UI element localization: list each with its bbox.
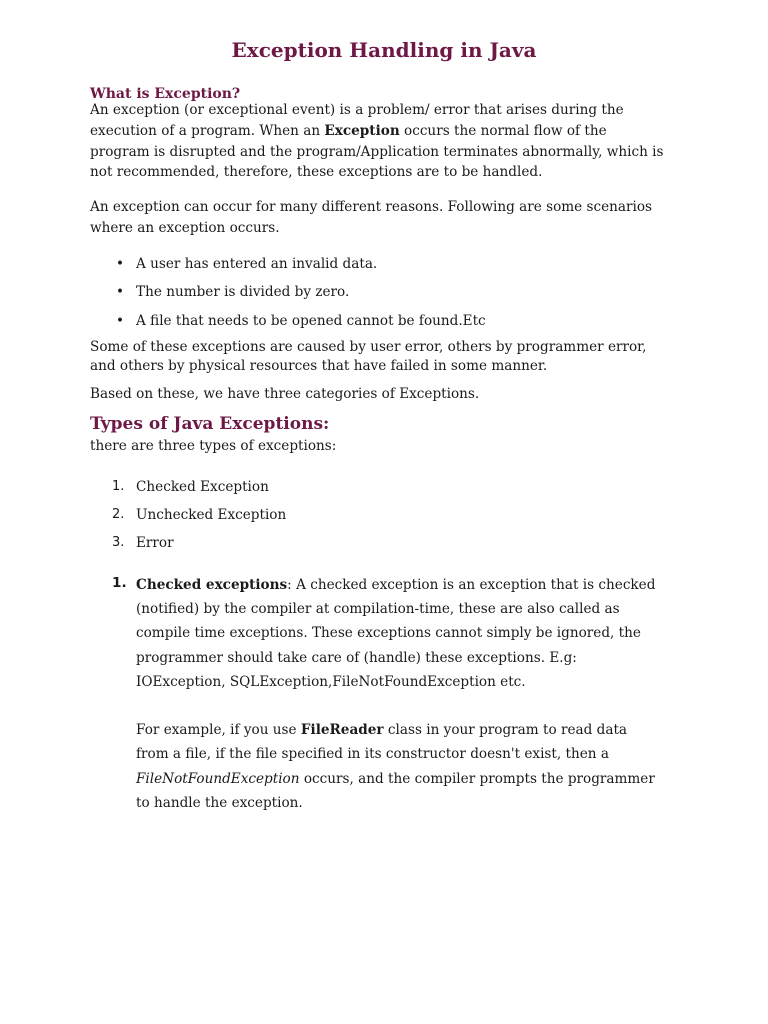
example-text-a: For example, if you use	[136, 722, 301, 739]
bullet-text: The number is divided by zero.	[136, 284, 350, 300]
bullet-text: A file that needs to be opened cannot be found.Etc	[136, 313, 486, 329]
causes-paragraph: Some of these exceptions are caused by user error, others by programmer error, and others by physical resources that have failed in some manner.	[90, 339, 647, 374]
list-number: 3.	[112, 535, 125, 550]
filereader-term: FileReader	[300, 722, 384, 739]
example-text-b: class in your program to read data from a file, if the file specified in its constructor doesn't exist, then a	[136, 722, 628, 763]
reasons-paragraph: An exception can occur for many different reasons. Following are some scenarios where an exception occurs.	[90, 199, 653, 236]
what-is-exception-heading: What is Exception?	[90, 86, 241, 102]
list-label: Checked Exception	[136, 479, 269, 495]
list-label: Error	[136, 535, 174, 551]
intro-bold-exception: Exception	[324, 122, 400, 139]
checked-example	[136, 718, 661, 815]
intro-text-b: occurs the normal flow of the program is disrupted and the program/Application terminates abnormally, which is not recommended, therefore, these exceptions are to be handled.	[90, 122, 664, 181]
checked-term: Checked exceptions	[136, 577, 288, 593]
checked-definition	[136, 573, 661, 694]
checked-exceptions-section	[136, 573, 661, 815]
bullet-marker: •	[116, 284, 125, 300]
bullet-marker: •	[116, 256, 125, 272]
types-intro: there are three types of exceptions:	[90, 438, 337, 454]
list-number: 1.	[112, 479, 125, 494]
categories-paragraph: Based on these, we have three categories of Exceptions.	[90, 386, 480, 402]
types-heading: Types of Java Exceptions:	[90, 414, 330, 434]
filenotfound-term: FileNotFoundException	[136, 770, 300, 787]
list-label: Unchecked Exception	[136, 507, 287, 523]
checked-desc: : A checked exception is an exception that is checked (notified) by the compiler at compilation-time, these are also called as compile time exceptions. These exceptions cannot simply be ignored, the programmer should take care of (handle) these exceptions. E.g: IOException, SQLException,FileNotFoundException etc.	[136, 577, 656, 690]
example-text-c: occurs, and the compiler prompts the programmer to handle the exception.	[136, 770, 655, 811]
intro-text-a: An exception (or exceptional event) is a problem/ error that arises during the execution of a program. When an	[90, 102, 624, 139]
intro-paragraph	[90, 100, 670, 183]
bullet-marker: •	[116, 313, 125, 329]
checked-item-number: 1.	[112, 575, 127, 591]
bullet-text: A user has entered an invalid data.	[136, 256, 378, 272]
page-title: Exception Handling in Java	[231, 38, 537, 62]
list-number: 2.	[112, 507, 125, 522]
